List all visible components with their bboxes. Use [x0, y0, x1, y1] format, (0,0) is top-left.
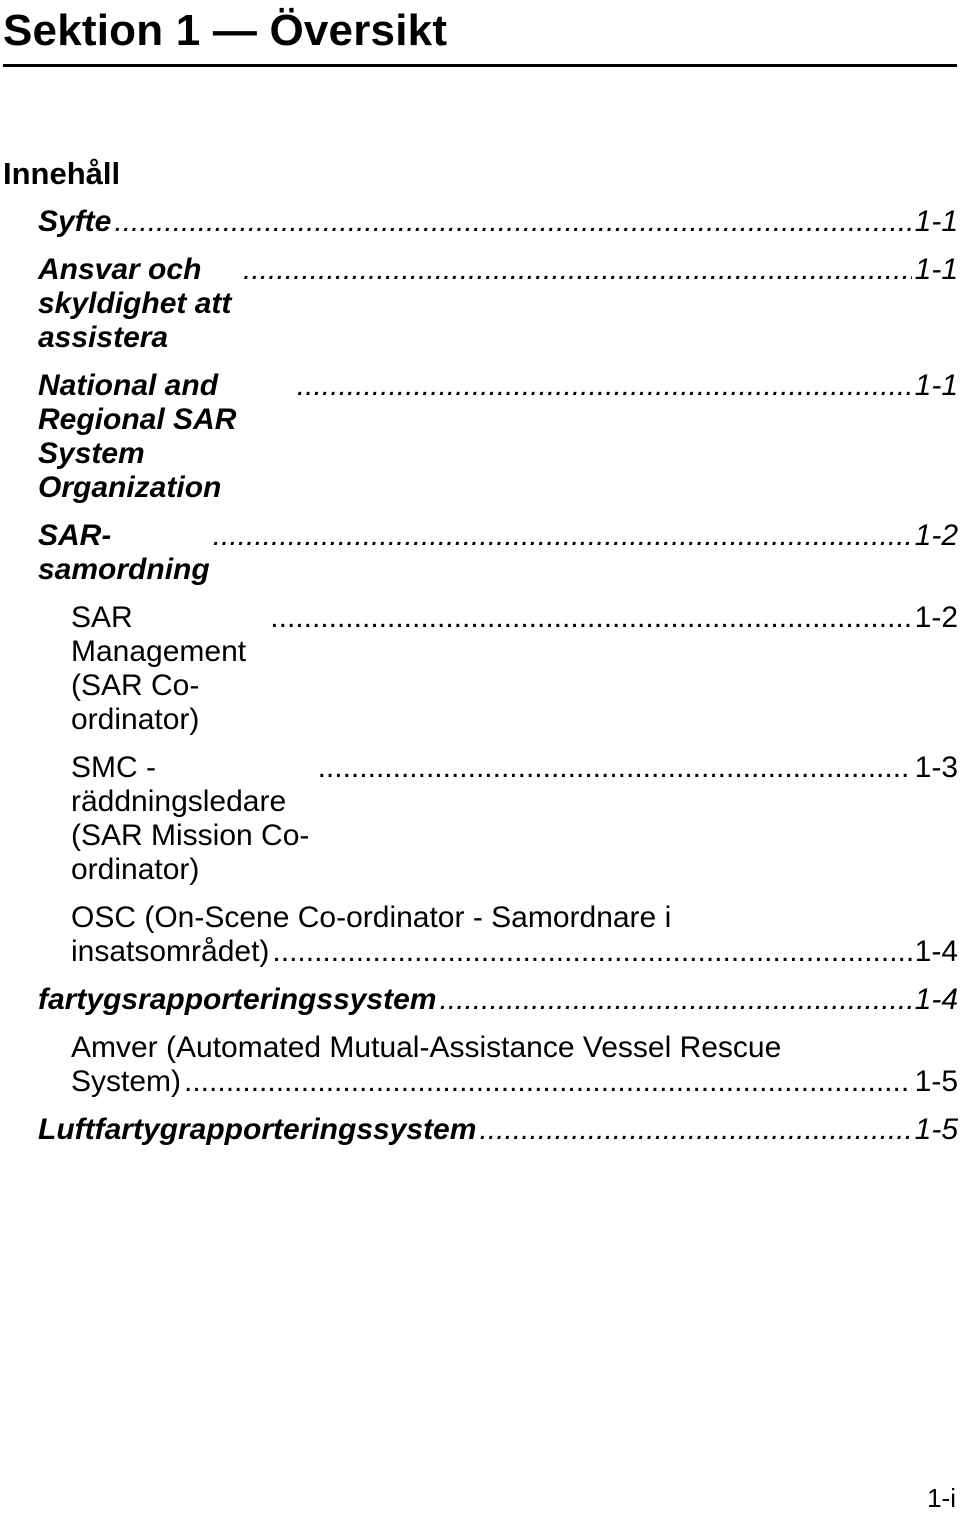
page-title: Sektion 1 — Översikt	[3, 6, 448, 55]
toc-page-number: 1-1	[914, 253, 958, 286]
toc-page-number: 1-3	[914, 751, 958, 784]
toc-entry-label: fartygsrapporteringssystem	[38, 983, 437, 1016]
toc-entry-label: National and Regional SAR System Organization	[38, 369, 296, 505]
toc-entry-sar-management[interactable]	[71, 601, 958, 737]
toc-entry-fartygsrapportering[interactable]	[38, 983, 958, 1017]
toc-entry-syfte[interactable]	[38, 205, 958, 239]
toc-entry-label-line1: OSC (On-Scene Co-ordinator - Samordnare i	[71, 901, 672, 934]
toc-entry-label: Syfte	[38, 205, 112, 238]
dot-leader	[318, 751, 912, 785]
dot-leader	[114, 205, 911, 239]
toc-page-number: 1-1	[914, 205, 958, 238]
toc-entry-label: SMC - räddningsledare (SAR Mission Co-ordinator)	[71, 751, 317, 887]
toc-page-number: 1-4	[914, 935, 958, 968]
toc-entry-label: Ansvar och skyldighet att assistera	[38, 253, 242, 355]
toc-entry-ansvar[interactable]	[38, 253, 958, 355]
toc-entry-luftfartyg[interactable]	[38, 1113, 958, 1147]
toc-entry-label-line2: insatsområdet)	[71, 935, 270, 968]
table-of-contents	[0, 205, 960, 1161]
title-divider	[3, 64, 957, 67]
toc-entry-label: SAR Management (SAR Co-ordinator)	[71, 601, 269, 737]
dot-leader	[297, 369, 912, 403]
toc-entry-smc[interactable]	[71, 751, 958, 887]
toc-heading: Innehåll	[3, 156, 121, 191]
dot-leader	[272, 935, 911, 969]
toc-entry-label: Luftfartygrapporteringssystem	[38, 1113, 477, 1146]
toc-page-number: 1-2	[914, 519, 958, 552]
toc-entry-label-line1: Amver (Automated Mutual-Assistance Vessel Rescue	[71, 1031, 782, 1064]
toc-page-number: 1-5	[914, 1113, 958, 1146]
dot-leader	[184, 1065, 912, 1099]
toc-entry-label-line2: System)	[71, 1065, 182, 1098]
toc-entry-osc[interactable]	[71, 901, 958, 969]
dot-leader	[243, 253, 912, 287]
dot-leader	[479, 1113, 911, 1147]
toc-page-number: 1-4	[914, 983, 958, 1016]
toc-entry-amver[interactable]	[71, 1031, 958, 1099]
toc-page-number: 1-5	[914, 1065, 958, 1098]
page-number-footer: 1-i	[927, 1483, 956, 1513]
dot-leader	[439, 983, 911, 1017]
dot-leader	[270, 601, 911, 635]
dot-leader	[213, 519, 912, 553]
toc-page-number: 1-2	[914, 601, 958, 634]
toc-entry-sar-samordning[interactable]	[38, 519, 958, 587]
toc-page-number: 1-1	[914, 369, 958, 402]
toc-entry-label: SAR-samordning	[38, 519, 210, 586]
toc-entry-national-regional[interactable]	[38, 369, 958, 505]
